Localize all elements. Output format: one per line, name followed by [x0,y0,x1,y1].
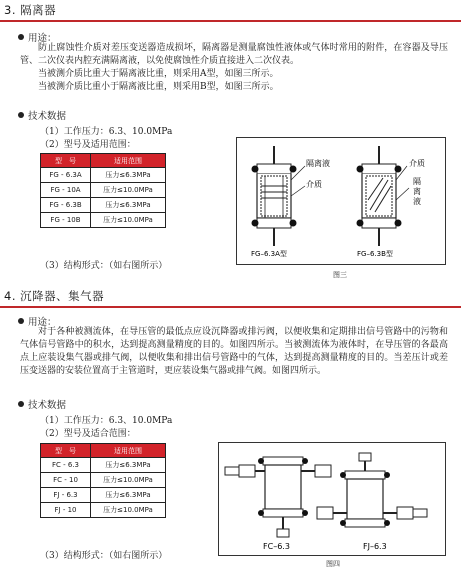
table-cell-model: FJ - 10 [41,503,91,518]
table-header-row [41,154,166,168]
figure4-caption: 图四 [326,560,340,568]
table-row [41,213,166,228]
isolator-b-drawing [357,146,410,246]
figure3-box [236,137,446,265]
table-cell-range: 压力≤10.0MPa [91,503,166,518]
section4-model-table [40,443,166,518]
section4-usage-paragraph [20,326,448,378]
section3-spec3: （3）结构形式：（如右图所示） [40,261,168,271]
section3-title: 3. 隔离器 [4,3,57,17]
tech-heading-label: 技术数据 [28,111,67,122]
table-header-range: 适用范围 [91,444,166,458]
table-cell-model: FG - 6.3A [41,168,91,183]
section3-model-table [40,153,166,228]
isolator-a-drawing [252,146,306,246]
section4-tech-heading [18,397,66,411]
bullet-icon [18,34,24,40]
table-row [41,488,166,503]
figure3-label-isolation-liquid: 隔离液 [306,159,330,168]
table-cell-model: FG - 10A [41,183,91,198]
figure4-model-left: FC–6.3 [263,542,290,551]
section4-spec2: （2）型号及适合范围： [40,429,136,439]
table-header-model: 型 号 [41,444,91,458]
section4-spec3: （3）结构形式：（如右图所示） [40,551,168,561]
figure3-caption: 图三 [333,271,347,279]
section3-spec1: （1）工作压力：6.3、10.0MPa [40,127,173,137]
table-cell-range: 压力≤10.0MPa [91,473,166,488]
table-row [41,458,166,473]
usage-paragraph-text: 对于各种被测流体，在导压管的最低点应设沉降器或排污阀，以便收集和定期排出信号管路中的污物和气体信号管路中的积水，达到提高测量精度的目的。如图四所示。当被测流体为液体时，在导压管的各最高点上应装设集气器或排气阀，以便收集和排出信号管路中的气体，达到提高测量精度的目的。当差压计或差压变送器的安装位置高于主管道时，更应装设集气器或排气阀。如图四所示。 [20,327,448,376]
settler-fc-drawing [225,457,331,537]
figure3-diagram [237,138,445,264]
table-cell-range: 压力≤6.3MPa [91,458,166,473]
section4-divider [0,306,461,308]
table-cell-model: FC - 6.3 [41,458,91,473]
bullet-icon [18,401,24,407]
section3-divider [0,20,461,22]
bullet-icon [18,112,24,118]
usage-heading-label: 用途： [28,33,57,44]
figure3-label-medium-a: 介质 [306,180,322,189]
section3-usage-paragraph [20,42,448,94]
table-cell-model: FJ - 6.3 [41,488,91,503]
section4-title: 4. 沉降器、集气器 [4,289,105,303]
figure3-model-a: FG–6.3A型 [251,250,287,258]
table-cell-range: 压力≤6.3MPa [91,488,166,503]
table-cell-range: 压力≤10.0MPa [91,213,166,228]
usage-line-a: 当被测介质比重大于隔离液比重，则采用A型，如图三所示。 [38,69,279,79]
table-row [41,198,166,213]
figure4-box [218,442,446,556]
table-cell-range: 压力≤10.0MPa [91,183,166,198]
collector-fj-drawing [317,453,427,527]
table-header-range: 适用范围 [91,154,166,168]
table-cell-model: FG - 6.3B [41,198,91,213]
table-header-model: 型 号 [41,154,91,168]
figure4-diagram [219,443,445,555]
usage-paragraph-text: 防止腐蚀性介质对差压变送器造成损坏，隔离器是测量腐蚀性液体或气体时常用的附件，在容器及导压管、二次仪表内腔充满隔离液，以免使腐蚀性介质直接进入二次仪表。 [20,43,448,66]
table-cell-range: 压力≤6.3MPa [91,198,166,213]
figure3-model-b: FG–6.3B型 [357,250,393,258]
table-row [41,168,166,183]
table-row [41,473,166,488]
figure4-model-right: FJ–6.3 [363,542,387,551]
section3-spec2: （2）型号及适用范围： [40,140,136,150]
table-header-row [41,444,166,458]
bullet-icon [18,318,24,324]
table-row [41,503,166,518]
usage-line-b: 当被测介质比重小于隔离液比重，则采用B型，如图三所示。 [38,82,279,92]
table-cell-model: FG - 10B [41,213,91,228]
usage-heading-label: 用途： [28,317,57,328]
table-cell-model: FC - 10 [41,473,91,488]
figure3-label-isolation-b: 隔离液 [413,177,421,206]
section4-spec1: （1）工作压力：6.3、10.0MPa [40,416,173,426]
table-cell-range: 压力≤6.3MPa [91,168,166,183]
tech-heading-label: 技术数据 [28,400,67,411]
section3-tech-heading [18,108,66,122]
figure3-label-medium-b: 介质 [409,159,425,168]
table-row [41,183,166,198]
